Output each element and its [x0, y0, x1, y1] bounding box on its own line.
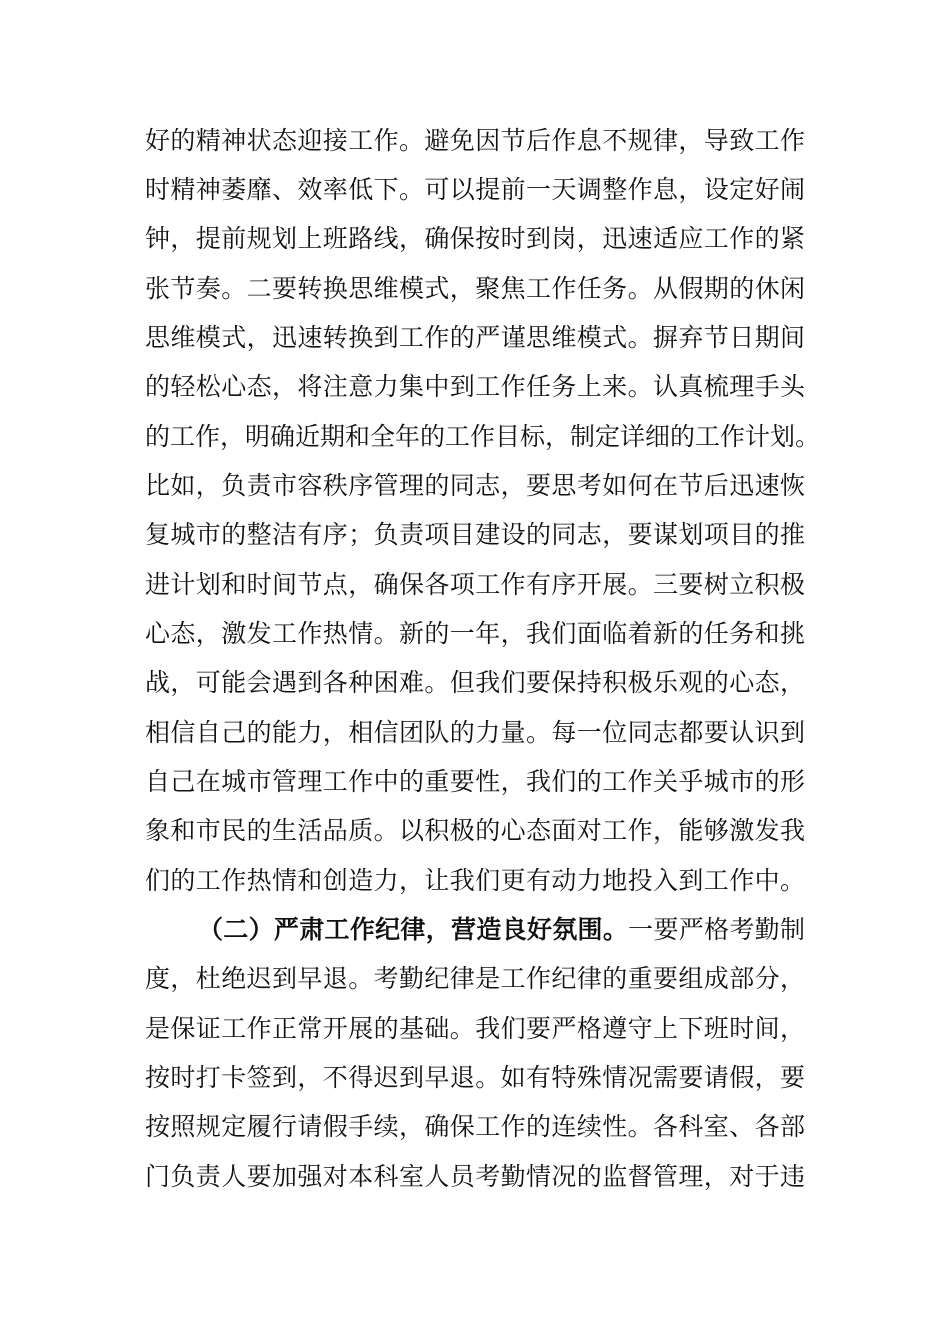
text-line: 是保证工作正常开展的基础。我们要严格遵守上下班时间，: [145, 1014, 805, 1043]
text-line: 按时打卡签到，不得迟到早退。如有特殊情况需要请假，要: [145, 1063, 805, 1092]
text-line: 思维模式，迅速转换到工作的严谨思维模式。摒弃节日期间: [145, 323, 805, 352]
text-line: 相信自己的能力，相信团队的力量。每一位同志都要认识到: [145, 718, 805, 747]
text-line: 好的精神状态迎接工作。避免因节后作息不规律，导致工作: [145, 126, 805, 155]
text-line: 自己在城市管理工作中的重要性，我们的工作关乎城市的形: [145, 767, 805, 796]
text-line: 钟，提前规划上班路线，确保按时到岗，迅速适应工作的紧: [145, 224, 805, 253]
section-heading-line: [198, 915, 805, 945]
text-line: 心态，激发工作热情。新的一年，我们面临着新的任务和挑: [145, 619, 805, 648]
text-line: 复城市的整洁有序；负责项目建设的同志，要谋划项目的推: [145, 520, 805, 549]
text-line: 们的工作热情和创造力，让我们更有动力地投入到工作中。: [145, 866, 805, 895]
text-line: 门负责人要加强对本科室人员考勤情况的监督管理，对于违: [145, 1162, 805, 1191]
section-heading: （二）严肃工作纪律，营造良好氛围。: [198, 915, 629, 944]
text-line: 的轻松心态，将注意力集中到工作任务上来。认真梳理手头: [145, 372, 805, 401]
text-line: 进计划和时间节点，确保各项工作有序开展。三要树立积极: [145, 570, 805, 599]
text-line: 的工作，明确近期和全年的工作目标，制定详细的工作计划。: [145, 422, 821, 451]
text-line: 按照规定履行请假手续，确保工作的连续性。各科室、各部: [145, 1112, 805, 1141]
text-line: 战，可能会遇到各种困难。但我们要保持积极乐观的心态，: [145, 668, 805, 697]
section-heading-continuation: 一要严格考勤制: [628, 915, 805, 944]
text-line: 度，杜绝迟到早退。考勤纪律是工作纪律的重要组成部分，: [145, 964, 805, 993]
text-line: 比如，负责市容秩序管理的同志，要思考如何在节后迅速恢: [145, 471, 805, 500]
text-line: 张节奏。二要转换思维模式，聚焦工作任务。从假期的休闲: [145, 274, 805, 303]
text-line: 象和市民的生活品质。以积极的心态面对工作，能够激发我: [145, 816, 805, 845]
text-line: 时精神萎靡、效率低下。可以提前一天调整作息，设定好闹: [145, 175, 805, 204]
